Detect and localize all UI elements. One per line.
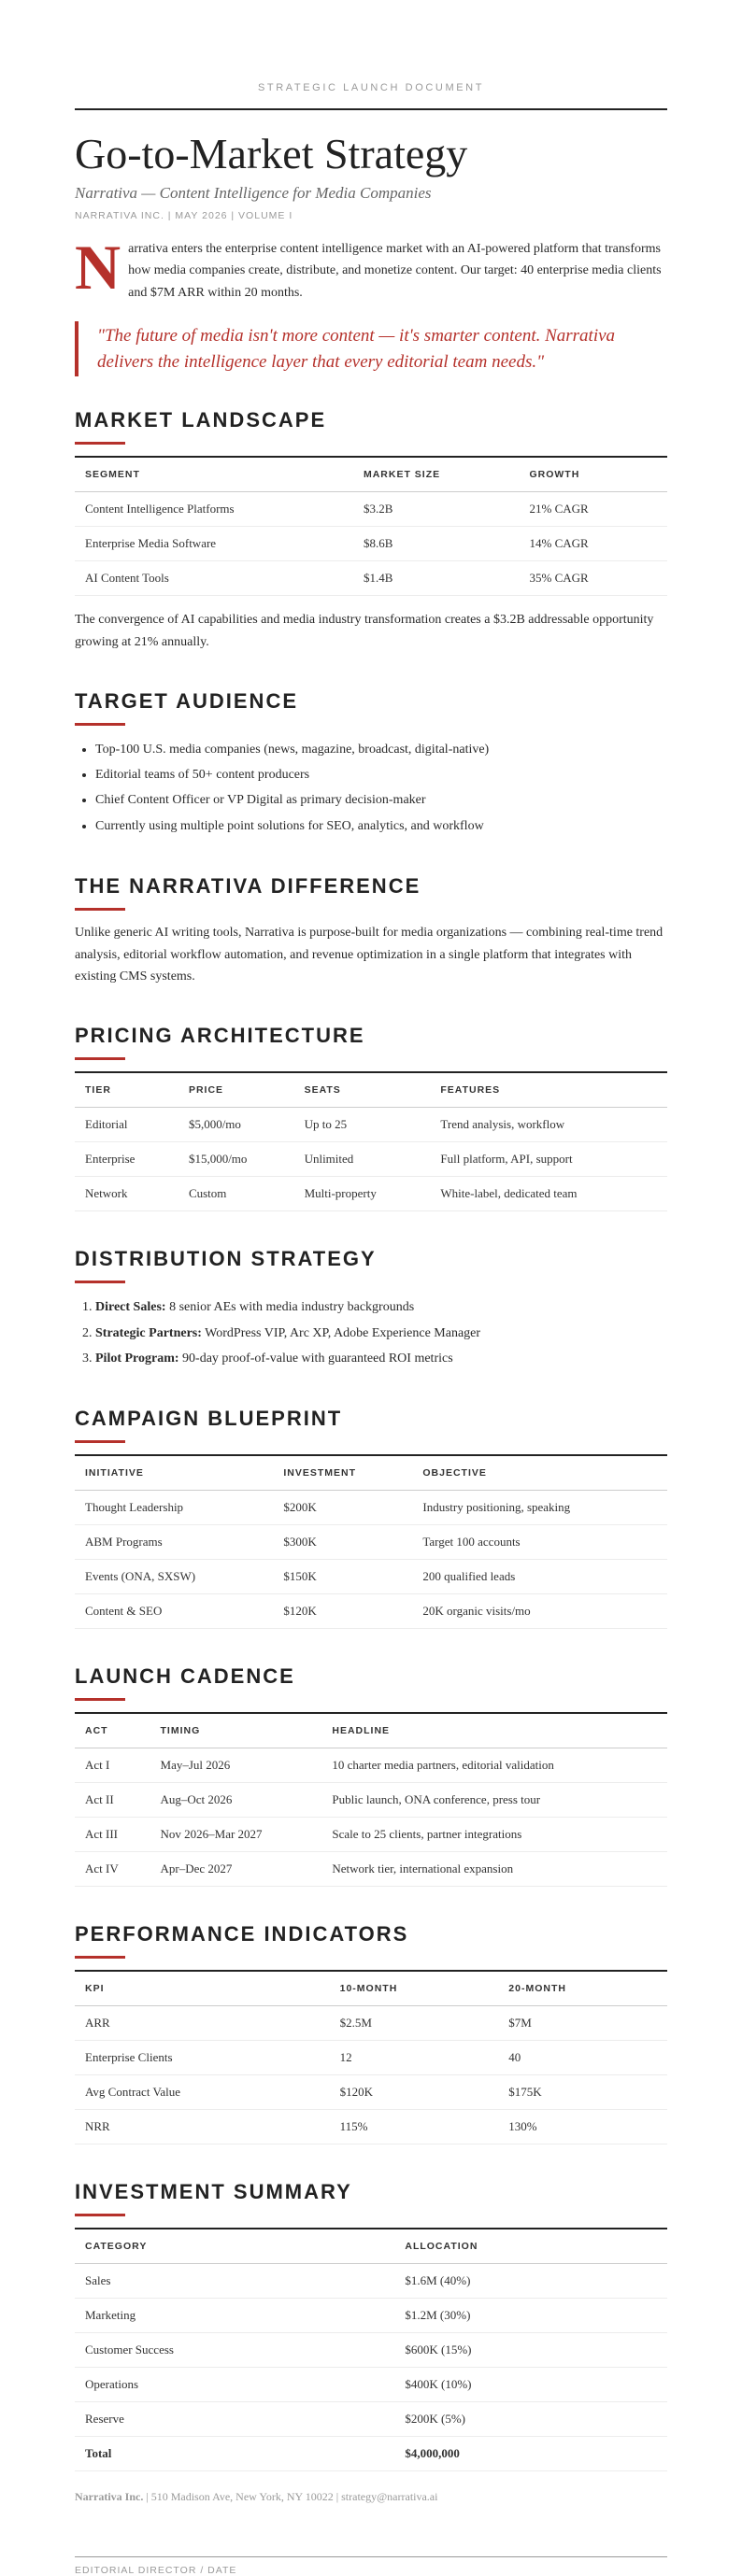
table-cell: Nov 2026–Mar 2027 (150, 1818, 322, 1852)
column-header: 20-MONTH (498, 1971, 667, 2006)
list-item (95, 1321, 667, 1346)
table-row (75, 561, 667, 596)
table-cell: $175K (498, 2075, 667, 2110)
heading-accent-rule (75, 723, 125, 726)
table-cell: White-label, dedicated team (430, 1177, 667, 1211)
campaign-table (75, 1454, 667, 1629)
list-item-text: 8 senior AEs with media industry backgrounds (165, 1300, 415, 1315)
table-cell: $8.6B (353, 527, 520, 561)
column-header: PRICE (178, 1072, 294, 1108)
table-header-row (75, 1455, 667, 1491)
table-cell: $150K (273, 1560, 412, 1594)
table-row (75, 2299, 667, 2333)
table-cell: Thought Leadership (75, 1491, 273, 1525)
column-header: SEATS (294, 1072, 431, 1108)
table-cell: NRR (75, 2110, 330, 2144)
table-cell: Network tier, international expansion (321, 1852, 667, 1887)
heading-accent-rule (75, 2214, 125, 2216)
investment-section (75, 2180, 667, 2471)
table-row (75, 492, 667, 527)
table-cell: Enterprise (75, 1142, 178, 1177)
top-rule (75, 108, 667, 110)
table-cell: 20K organic visits/mo (412, 1594, 667, 1629)
table-cell: Enterprise Clients (75, 2041, 330, 2075)
column-header: SEGMENT (75, 457, 353, 492)
signature-line (75, 2556, 667, 2557)
list-item: • Chief Content Officer or VP Digital as primary decision-maker (95, 787, 667, 813)
column-header: KPI (75, 1971, 330, 2006)
column-header: GROWTH (519, 457, 667, 492)
table-cell: Sales (75, 2264, 394, 2299)
column-header: INVESTMENT (273, 1455, 412, 1491)
column-header: TIER (75, 1072, 178, 1108)
list-item: • Editorial teams of 50+ content producers (95, 762, 667, 787)
list-item-text: WordPress VIP, Arc XP, Adobe Experience Manager (201, 1325, 481, 1340)
document-title: Go-to-Market Strategy (75, 130, 468, 177)
audience-list (75, 737, 667, 839)
table-cell: 115% (330, 2110, 499, 2144)
column-header: OBJECTIVE (412, 1455, 667, 1491)
document-eyebrow: STRATEGIC LAUNCH DOCUMENT (257, 82, 485, 93)
pricing-table (75, 1071, 667, 1211)
table-row (75, 1177, 667, 1211)
campaign-section (75, 1407, 667, 1629)
table-cell: ARR (75, 2006, 330, 2041)
table-cell: $200K (273, 1491, 412, 1525)
table-cell: Customer Success (75, 2333, 394, 2368)
column-header: FEATURES (430, 1072, 667, 1108)
table-cell: Act II (75, 1783, 150, 1818)
document-meta: NARRATIVA INC. | MAY 2026 | VOLUME I (75, 209, 293, 221)
table-cell: $300K (273, 1525, 412, 1560)
table-row (75, 1560, 667, 1594)
drop-cap: N (75, 231, 121, 303)
table-row (75, 1108, 667, 1142)
cadence-table (75, 1712, 667, 1887)
table-cell: Reserve (75, 2402, 394, 2437)
table-row (75, 2402, 667, 2437)
table-cell: Up to 25 (294, 1108, 431, 1142)
table-cell: Apr–Dec 2027 (150, 1852, 322, 1887)
table-cell: $1.2M (30%) (394, 2299, 667, 2333)
table-row (75, 2041, 667, 2075)
section-heading: THE NARRATIVA DIFFERENCE (75, 873, 421, 898)
table-cell: $2.5M (330, 2006, 499, 2041)
table-cell: Network (75, 1177, 178, 1211)
document-subtitle: Narrativa — Content Intelligence for Media Companies (75, 183, 432, 202)
table-row (75, 2368, 667, 2402)
list-item-label: Strategic Partners: (95, 1325, 202, 1340)
list-item-label: Direct Sales: (95, 1300, 166, 1315)
table-cell: Content & SEO (75, 1594, 273, 1629)
table-cell: 130% (498, 2110, 667, 2144)
list-item: • Currently using multiple point solutions for SEO, analytics, and workflow (95, 814, 667, 839)
table-cell: Events (ONA, SXSW) (75, 1560, 273, 1594)
table-cell: $120K (330, 2075, 499, 2110)
table-cell: Act I (75, 1748, 150, 1783)
table-row (75, 1594, 667, 1629)
column-header: INITIATIVE (75, 1455, 273, 1491)
heading-accent-rule (75, 1057, 125, 1060)
table-cell: 200 qualified leads (412, 1560, 667, 1594)
table-cell: 14% CAGR (519, 527, 667, 561)
table-row (75, 2264, 667, 2299)
table-cell: 10 charter media partners, editorial validation (321, 1748, 667, 1783)
section-heading: LAUNCH CADENCE (75, 1664, 295, 1689)
market-section (75, 408, 667, 654)
difference-section (75, 874, 667, 988)
table-cell: $5,000/mo (178, 1108, 294, 1142)
table-cell: 40 (498, 2041, 667, 2075)
distribution-section (75, 1247, 667, 1371)
signature-label: EDITORIAL DIRECTOR / DATE (75, 2565, 237, 2576)
table-cell: $7M (498, 2006, 667, 2041)
table-cell: Custom (178, 1177, 294, 1211)
table-cell: Editorial (75, 1108, 178, 1142)
table-cell: $120K (273, 1594, 412, 1629)
section-heading: CAMPAIGN BLUEPRINT (75, 1407, 343, 1431)
column-header: CATEGORY (75, 2229, 394, 2264)
difference-text: Unlike generic AI writing tools, Narrativa is purpose-built for media organizations — combining real-time trend analysis, editorial workflow automation, and revenue optimization in a single platform that integrates with existing CMS systems. (75, 925, 664, 984)
heading-accent-rule (75, 1440, 125, 1443)
table-header-row (75, 2229, 667, 2264)
intro-text: arrativa enters the enterprise content intelligence market with an AI-powered platform that transforms how media companies create, distribute, and monetize content. Our target: 40 enterprise media clients and $7M ARR within 20 months. (128, 241, 662, 301)
column-header: ALLOCATION (394, 2229, 667, 2264)
table-row (75, 1142, 667, 1177)
table-row (75, 1748, 667, 1783)
table-row (75, 2110, 667, 2144)
table-cell: $1.6M (40%) (394, 2264, 667, 2299)
performance-section (75, 1922, 667, 2144)
market-table (75, 456, 667, 596)
list-item-label: Pilot Program: (95, 1351, 179, 1366)
column-header: HEADLINE (321, 1713, 667, 1748)
table-row (75, 2006, 667, 2041)
list-item (95, 1346, 667, 1371)
table-cell: AI Content Tools (75, 561, 353, 596)
table-cell: Avg Contract Value (75, 2075, 330, 2110)
investment-table (75, 2228, 667, 2471)
list-item-text: 90-day proof-of-value with guaranteed ROI metrics (178, 1351, 453, 1366)
table-row (75, 1818, 667, 1852)
column-header: TIMING (150, 1713, 322, 1748)
table-cell: Marketing (75, 2299, 394, 2333)
table-cell: Full platform, API, support (430, 1142, 667, 1177)
table-cell: May–Jul 2026 (150, 1748, 322, 1783)
table-cell: Trend analysis, workflow (430, 1108, 667, 1142)
table-cell: Public launch, ONA conference, press tour (321, 1783, 667, 1818)
heading-accent-rule (75, 1698, 125, 1701)
performance-table (75, 1970, 667, 2144)
table-cell: 12 (330, 2041, 499, 2075)
table-cell: $400K (10%) (394, 2368, 667, 2402)
section-heading: TARGET AUDIENCE (75, 688, 298, 713)
table-cell: Operations (75, 2368, 394, 2402)
table-row (75, 1525, 667, 1560)
table-header-row (75, 1072, 667, 1108)
table-cell: Scale to 25 clients, partner integrations (321, 1818, 667, 1852)
table-cell: $4,000,000 (394, 2437, 667, 2471)
table-cell: Unlimited (294, 1142, 431, 1177)
section-heading: PRICING ARCHITECTURE (75, 1024, 365, 1048)
table-cell: Target 100 accounts (412, 1525, 667, 1560)
intro-paragraph (75, 231, 667, 304)
table-cell: Content Intelligence Platforms (75, 492, 353, 527)
table-cell: Aug–Oct 2026 (150, 1783, 322, 1818)
table-cell: 35% CAGR (519, 561, 667, 596)
table-cell: Enterprise Media Software (75, 527, 353, 561)
list-item: • Top-100 U.S. media companies (news, magazine, broadcast, digital-native) (95, 737, 667, 762)
table-cell: 21% CAGR (519, 492, 667, 527)
table-row (75, 2075, 667, 2110)
column-header: MARKET SIZE (353, 457, 520, 492)
table-cell: $15,000/mo (178, 1142, 294, 1177)
cadence-section (75, 1664, 667, 1887)
table-cell: $600K (15%) (394, 2333, 667, 2368)
table-header-row (75, 1713, 667, 1748)
table-row (75, 1491, 667, 1525)
section-heading: DISTRIBUTION STRATEGY (75, 1247, 377, 1271)
section-heading: INVESTMENT SUMMARY (75, 2180, 352, 2204)
table-cell: $1.4B (353, 561, 520, 596)
section-heading: PERFORMANCE INDICATORS (75, 1922, 409, 1946)
column-header: ACT (75, 1713, 150, 1748)
footer-details: | 510 Madison Ave, New York, NY 10022 | strategy@narrativa.ai (143, 2490, 438, 2504)
table-row (75, 1852, 667, 1887)
footer-company: Narrativa Inc. (75, 2490, 144, 2504)
table-cell: Multi-property (294, 1177, 431, 1211)
total-row (75, 2437, 667, 2471)
pricing-section (75, 1024, 667, 1211)
table-row (75, 1783, 667, 1818)
table-cell: Act III (75, 1818, 150, 1852)
section-heading: MARKET LANDSCAPE (75, 408, 327, 432)
table-cell: Industry positioning, speaking (412, 1491, 667, 1525)
table-row (75, 2333, 667, 2368)
table-header-row (75, 1971, 667, 2006)
table-row (75, 527, 667, 561)
heading-accent-rule (75, 1956, 125, 1959)
table-header-row (75, 457, 667, 492)
table-cell: ABM Programs (75, 1525, 273, 1560)
list-item (95, 1295, 667, 1320)
table-cell: Total (75, 2437, 394, 2471)
table-cell: $200K (5%) (394, 2402, 667, 2437)
heading-accent-rule (75, 908, 125, 911)
footer-contact (75, 2490, 667, 2504)
audience-section (75, 689, 667, 839)
heading-accent-rule (75, 1281, 125, 1283)
column-header: 10-MONTH (330, 1971, 499, 2006)
pull-quote: "The future of media isn't more content — it's smarter content. Narrativa delivers the intelligence layer that every editorial team needs." (75, 321, 667, 376)
distribution-list (75, 1295, 667, 1371)
table-cell: $3.2B (353, 492, 520, 527)
market-note: The convergence of AI capabilities and media industry transformation creates a $3.2B addressable opportunity growing at 21% annually. (75, 613, 654, 649)
heading-accent-rule (75, 442, 125, 445)
document-page (75, 0, 667, 2576)
table-cell: Act IV (75, 1852, 150, 1887)
